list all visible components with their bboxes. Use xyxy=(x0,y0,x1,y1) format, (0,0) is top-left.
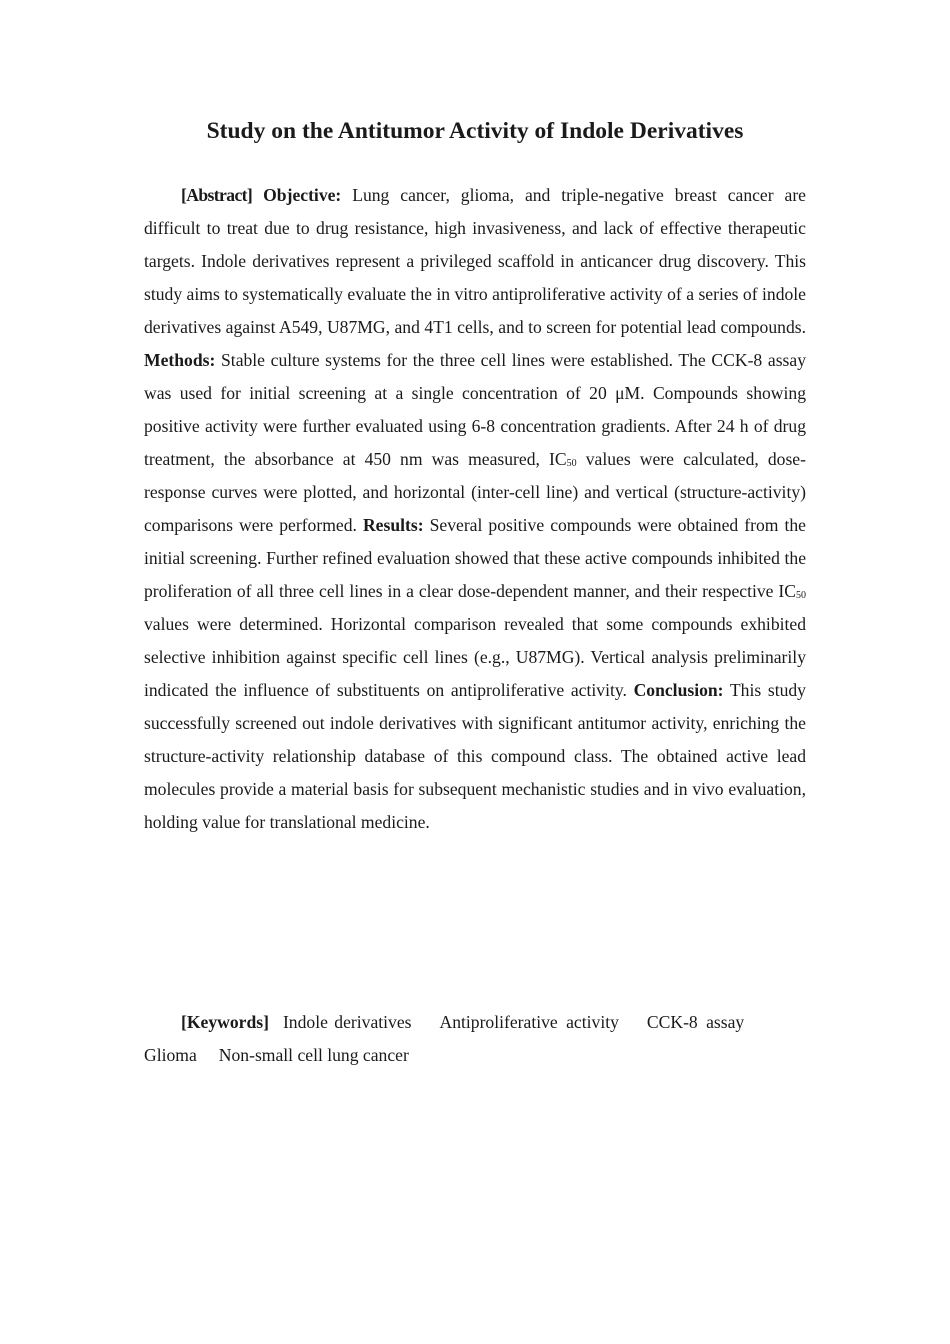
objective-text: Lung cancer, glioma, and triple-negative breast cancer are difficult to treat due to drug resistance, high invasiveness, and lack of effective therapeutic targets. Indole derivatives represent a privileged scaffold in anticancer drug discovery. This study aims to systematically evaluate the in vitro antiproliferative activity of a series of indole derivatives against A549, U87MG, and 4T1 cells, and to screen for potential lead compounds. xyxy=(144,185,806,337)
ic50-subscript: 50 xyxy=(566,458,577,469)
keywords-line xyxy=(144,1039,806,1072)
paper-title: Study on the Antitumor Activity of Indole Derivatives xyxy=(206,118,744,144)
keywords-line xyxy=(144,1006,806,1039)
keyword-item: CCK-8 assay xyxy=(646,1012,745,1032)
abstract-tag: [Abstract] xyxy=(181,185,253,205)
methods-label: Methods: xyxy=(144,350,216,370)
keyword-item: Non-small cell lung cancer xyxy=(218,1045,409,1065)
conclusion-label: Conclusion: xyxy=(633,680,724,700)
results-text-1: Several positive compounds were obtained from the initial screening. Further refined evaluation showed that these active compounds inhibited the proliferation of all three cell lines in a clear dose-dependent manner, and their respective IC xyxy=(144,515,806,601)
results-label: Results: xyxy=(362,515,424,535)
abstract-paragraph xyxy=(144,179,806,839)
keyword-item: Antiproliferative activity xyxy=(439,1012,619,1032)
keywords-tag: [Keywords] xyxy=(181,1012,269,1032)
keyword-item: Glioma xyxy=(144,1045,197,1065)
ic50-subscript: 50 xyxy=(796,590,806,601)
keywords-section xyxy=(144,1006,806,1072)
methods-text-1: Stable culture systems for the three cell lines were established. The CCK-8 assay was used for initial screening at a single concentration of 20 μM. Compounds showing positive activity were further evaluated using 6-8 concentration gradients. After 24 h of drug treatment, the absorbance at 450 nm was measured, IC xyxy=(144,350,806,469)
objective-label: Objective: xyxy=(263,185,342,205)
results-text-2: values were determined. Horizontal comparison revealed that some compounds exhibited selective inhibition against specific cell lines (e.g., U87MG). Vertical analysis preliminarily indicated the influence of substituents on antiproliferative activity. xyxy=(144,614,806,700)
keyword-item: Indole derivatives xyxy=(282,1012,412,1032)
methods-text-2: values were calculated, dose-response curves were plotted, and horizontal (inter-cell line) and vertical (structure-activity) comparisons were performed. xyxy=(144,449,806,535)
conclusion-text: This study successfully screened out indole derivatives with significant antitumor activity, enriching the structure-activity relationship database of this compound class. The obtained active lead molecules provide a material basis for subsequent mechanistic studies and in vivo evaluation, holding value for translational medicine. xyxy=(144,680,806,832)
